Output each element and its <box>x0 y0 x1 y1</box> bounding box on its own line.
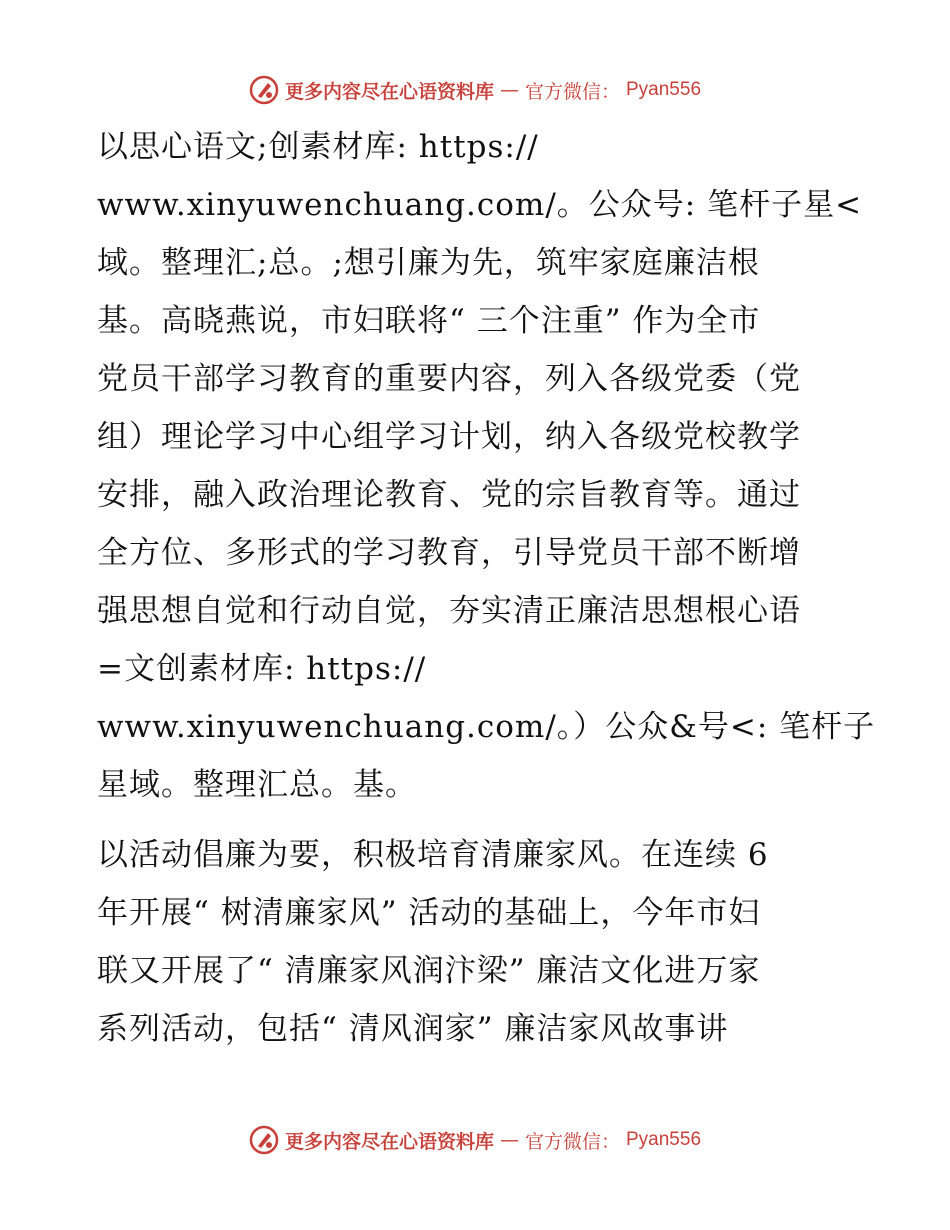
paragraph-2 <box>97 826 857 1058</box>
text-line: 全方位、多形式的学习教育，引导党员干部不断增 <box>97 535 801 571</box>
banner-wechat-id: Pyan556 <box>626 1129 702 1150</box>
brand-logo-icon <box>249 75 279 105</box>
text-line: www.xinyuwenchuang.com/。）公众&号<: 笔杆子 <box>97 709 876 745</box>
banner-official-label: 官方微信： <box>524 1130 620 1153</box>
text-line: 组）理论学习中心组学习计划，纳入各级党校教学 <box>97 419 801 455</box>
text-line: 党员干部学习教育的重要内容，列入各级党委（党 <box>97 361 801 397</box>
footer-watermark-banner <box>0 1120 950 1160</box>
text-line: www.xinyuwenchuang.com/。公众号: 笔杆子星< <box>97 187 863 223</box>
banner-dash: — <box>499 1129 519 1151</box>
text-line: 域。整理汇;总。;想引廉为先，筑牢家庭廉洁根 <box>97 245 760 281</box>
banner-official-label: 官方微信： <box>524 80 620 103</box>
text-line: 基。高晓燕说，市妇联将“ 三个注重” 作为全市 <box>97 303 761 339</box>
header-watermark-banner <box>0 70 950 110</box>
text-line: 安排，融入政治理论教育、党的宗旨教育等。通过 <box>97 477 801 513</box>
banner-brand-text: 更多内容尽在心语资料库 <box>284 80 494 103</box>
text-line: 联又开展了“ 清廉家风润汴梁” 廉洁文化进万家 <box>97 953 761 989</box>
brand-logo-icon <box>249 1125 279 1155</box>
text-line: 星域。整理汇总。基。 <box>97 767 417 803</box>
paragraph-spacer <box>97 814 857 826</box>
paragraph-1 <box>97 118 876 814</box>
banner-dash: — <box>499 79 519 101</box>
banner-wechat-id: Pyan556 <box>626 79 702 100</box>
text-line: 强思想自觉和行动自觉，夯实清正廉洁思想根心语 <box>97 593 801 629</box>
text-line: =文创素材库: https:// <box>97 651 427 687</box>
text-line: 以活动倡廉为要，积极培育清廉家风。在连续 6 <box>97 837 769 873</box>
text-line: 年开展“ 树清廉家风” 活动的基础上，今年市妇 <box>97 895 761 931</box>
document-body <box>97 118 876 1058</box>
banner-brand-text: 更多内容尽在心语资料库 <box>284 1130 494 1153</box>
text-line: 系列活动，包括“ 清风润家” 廉洁家风故事讲 <box>97 1011 729 1047</box>
text-line: 以思心语文;创素材库: https:// <box>97 129 539 165</box>
